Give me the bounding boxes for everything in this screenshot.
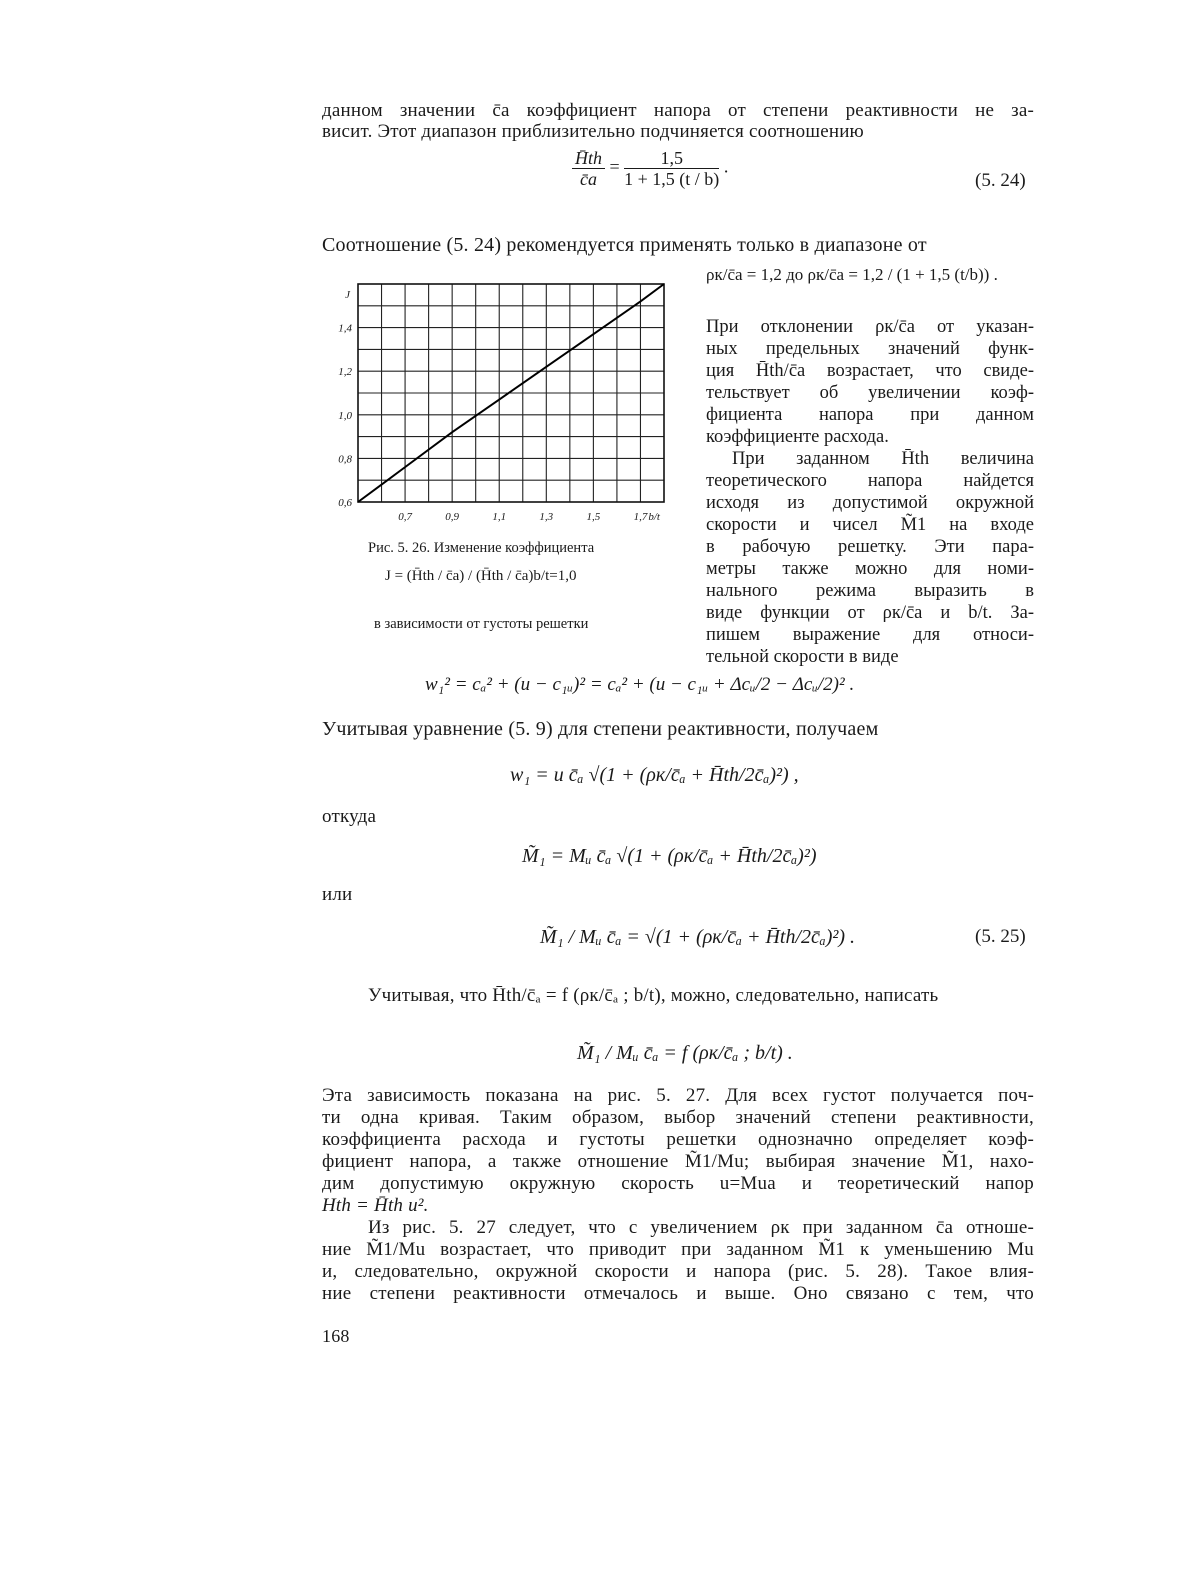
text-line: данном значении c̄a коэффициент напора от степени реактивности не за- xyxy=(322,100,1034,121)
x-tick-label: 1,5 xyxy=(586,511,601,523)
equation-m1-function: M̃₁ / Mᵤ c̄ₐ = f (ρк/c̄ₐ ; b/t) . xyxy=(577,1042,793,1064)
equation-number: (5. 24) xyxy=(975,170,1026,191)
text-line: метры также можно для номи- xyxy=(706,559,1034,579)
y-tick-label: 0,6 xyxy=(338,497,352,509)
figure-caption-formula: J = (H̄th / c̄a) / (H̄th / c̄a)b/t=1,0 xyxy=(385,568,577,584)
text-line: Соотношение (5. 24) рекомендуется применять только в диапазоне от xyxy=(322,234,927,256)
x-tick-label: 1,3 xyxy=(539,511,554,523)
text-line: ти одна кривая. Таким образом, выбор значений степени реактивности, xyxy=(322,1107,1034,1128)
eq-lhs-den: c̄a xyxy=(580,169,597,189)
eq-lhs-num: H̄th xyxy=(572,148,605,169)
text-line: Учитывая, что H̄th/c̄ₐ = f (ρк/c̄ₐ ; b/t), можно, следовательно, написать xyxy=(368,985,939,1006)
figure-5-26-chart xyxy=(330,276,680,526)
text-line: нального режима выразить в xyxy=(706,581,1034,601)
equation-number: (5. 25) xyxy=(975,926,1026,947)
x-tick-label: 1,7 xyxy=(633,511,648,523)
text-line: фициент напора, а также отношение M̃1/Mu; выбирая значение M̃1, нахо- xyxy=(322,1151,1034,1172)
text-line: пишем выражение для относи- xyxy=(706,625,1034,645)
text-line: ние степени реактивности отмечалось и выше. Оно связано с тем, что xyxy=(322,1283,1034,1304)
text-line: Hth = H̄th u². xyxy=(322,1195,429,1216)
equation-5-24: $\frac{H̄th}{c̄a}$ = $\frac{1,5}{1 + 1,5 (t / b)}$ . xyxy=(572,148,728,189)
text-line: скорости и чисел M̃1 на входе xyxy=(706,515,1034,535)
text-line: коэффициенте расхода. xyxy=(706,427,889,447)
x-tick-label: 0,7 xyxy=(398,511,412,523)
text-line: Из рис. 5. 27 следует, что с увеличением ρк при заданном c̄a отноше- xyxy=(368,1217,1034,1238)
text-line: дим допустимую окружную скорость u=Mua и теоретический напор xyxy=(322,1173,1034,1194)
y-tick-label: 1,0 xyxy=(338,409,352,422)
x-axis-label: b/t xyxy=(648,511,660,523)
x-tick-label: 0,9 xyxy=(445,511,460,523)
y-axis-label: J xyxy=(345,289,350,301)
range-expression: ρк/c̄a = 1,2 до ρк/c̄a = 1,2 / (1 + 1,5 (t/b)) . xyxy=(706,265,998,284)
figure-caption: Рис. 5. 26. Изменение коэффициента xyxy=(368,540,595,556)
y-tick-label: 1,4 xyxy=(338,322,352,335)
text-line: теоретического напора найдется xyxy=(706,471,1034,491)
text-line: коэффициента расхода и густоты решетки однозначно определяет коэф- xyxy=(322,1129,1034,1150)
text-line: виде функции от ρк/c̄a и b/t. За- xyxy=(706,603,1034,623)
text-line: тельствует об увеличении коэф- xyxy=(706,383,1034,403)
text-line: При заданном H̄th величина xyxy=(732,449,1034,469)
eq-rhs-den: 1 + 1,5 (t / b) xyxy=(624,169,720,189)
equation-w1: w₁ = u c̄ₐ √(1 + (ρк/c̄ₐ + H̄th/2c̄ₐ)²) , xyxy=(510,764,799,786)
text-line: или xyxy=(322,884,353,905)
text-line: и, следовательно, окружной скорости и напора (рис. 5. 28). Такое влия- xyxy=(322,1261,1034,1282)
text-line: откуда xyxy=(322,806,377,827)
text-line: Эта зависимость показана на рис. 5. 27. Для всех густот получается поч- xyxy=(322,1085,1034,1106)
text-line: При отклонении ρк/c̄a от указан- xyxy=(706,317,1034,337)
text-line: Учитывая уравнение (5. 9) для степени реактивности, получаем xyxy=(322,718,879,740)
text-line: ция H̄th/c̄a возрастает, что свиде- xyxy=(706,361,1034,381)
x-tick-label: 1,1 xyxy=(492,511,507,523)
text-line: висит. Этот диапазон приблизительно подчиняется соотношению xyxy=(322,121,864,142)
text-line: ных предельных значений функ- xyxy=(706,339,1034,359)
figure-caption: в зависимости от густоты решетки xyxy=(374,616,589,632)
text-line: ние M̃1/Mu возрастает, что приводит при заданном M̃1 к уменьшению Mu xyxy=(322,1239,1034,1260)
eq-rhs-num: 1,5 xyxy=(624,148,719,169)
equation-5-25: M̃₁ / Mᵤ c̄ₐ = √(1 + (ρк/c̄ₐ + H̄th/2c̄ₐ)²) . xyxy=(540,926,856,948)
text-line: исходя из допустимой окружной xyxy=(706,493,1034,513)
y-tick-label: 0,8 xyxy=(338,453,352,466)
y-tick-label: 1,2 xyxy=(338,366,352,379)
equation-w1-squared: w₁² = cₐ² + (u − c₁ᵤ)² = cₐ² + (u − c₁ᵤ + Δcᵤ/2 − Δcᵤ/2)² . xyxy=(425,674,855,695)
text-line: тельной скорости в виде xyxy=(706,647,899,667)
text-line: в рабочую решетку. Эти пара- xyxy=(706,537,1034,557)
text-line: фициента напора при данном xyxy=(706,405,1034,425)
equation-m1: M̃₁ = Mᵤ c̄ₐ √(1 + (ρк/c̄ₐ + H̄th/2c̄ₐ)²) xyxy=(522,845,817,867)
page-number: 168 xyxy=(322,1326,350,1346)
